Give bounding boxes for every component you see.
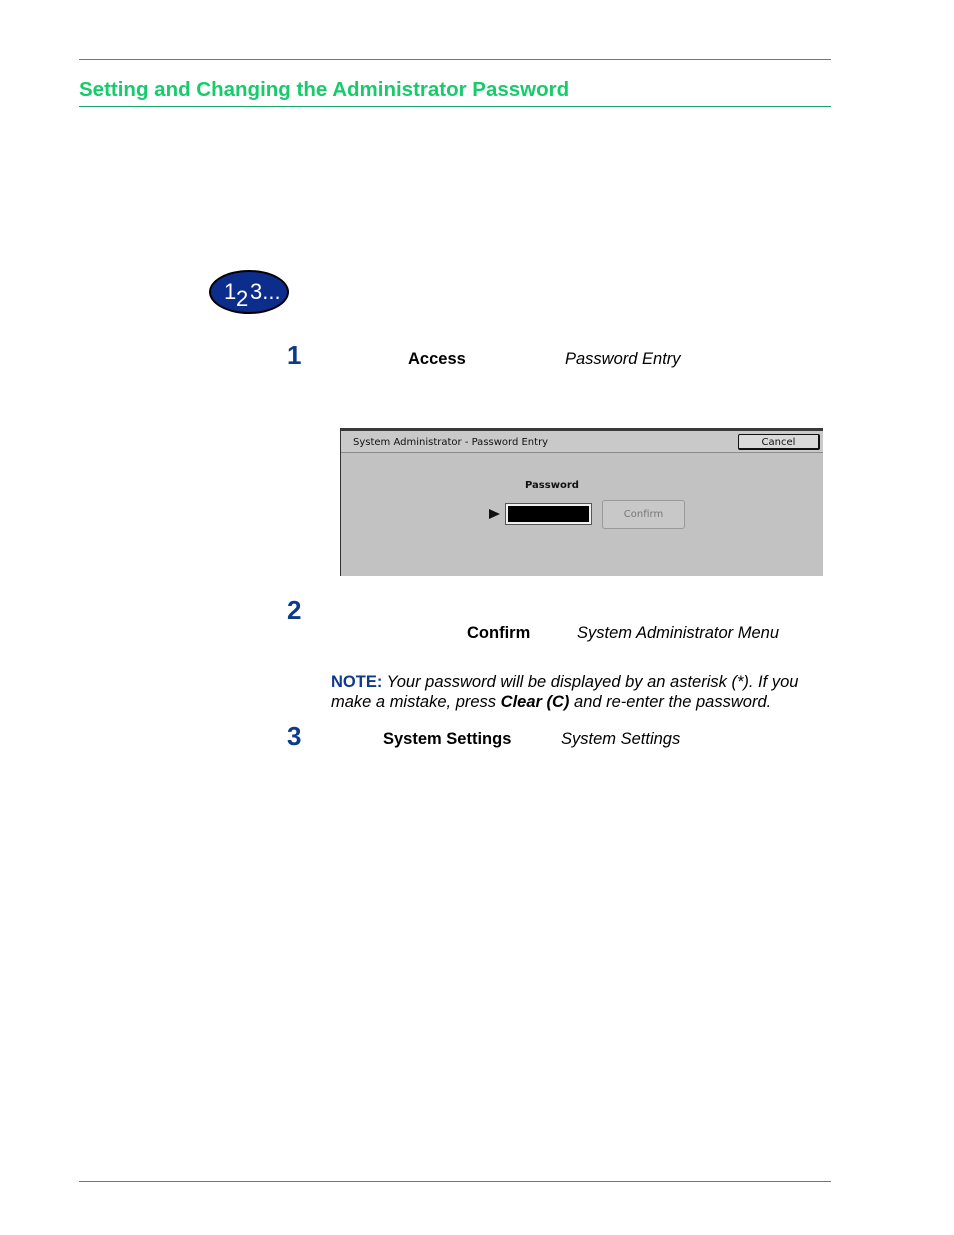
- panel-title: System Administrator - Password Entry: [353, 437, 549, 448]
- top-rule: [79, 59, 831, 60]
- password-label: Password: [525, 480, 579, 491]
- note-key: Clear (C): [500, 693, 570, 711]
- step-3-bold-term: System Settings: [383, 730, 512, 748]
- procedure-steps-icon: [209, 270, 289, 314]
- panel-header: [341, 431, 823, 453]
- section-title: Setting and Changing the Administrator Password: [79, 78, 570, 101]
- badge-digit-2: 2: [236, 286, 249, 311]
- pointer-arrow-icon: [489, 509, 500, 519]
- password-input[interactable]: [506, 504, 591, 524]
- note-text-before: Your password will be displayed by an asterisk (*). If you make a mistake, press: [331, 673, 799, 711]
- step-2-italic-term: System Administrator Menu: [577, 624, 780, 642]
- badge-digit-3: 3...: [250, 279, 281, 304]
- step-number-2: 2: [287, 595, 302, 625]
- bottom-rule: [79, 1181, 831, 1182]
- step-1-bold-term: Access: [408, 350, 466, 368]
- title-underline: [79, 106, 831, 107]
- confirm-button[interactable]: Confirm: [602, 500, 685, 529]
- badge-digit-1: 1: [224, 279, 237, 304]
- step-number-3: 3: [287, 721, 302, 751]
- password-entry-screen: [340, 428, 823, 576]
- step-3-italic-term: System Settings: [561, 730, 681, 748]
- note-label: NOTE:: [331, 673, 383, 691]
- note-text-after: and re-enter the password.: [574, 693, 772, 711]
- step-2-bold-term: Confirm: [467, 624, 531, 642]
- note-paragraph: [331, 672, 831, 712]
- step-1-italic-term: Password Entry: [565, 350, 681, 368]
- cancel-button[interactable]: Cancel: [738, 434, 820, 450]
- step-number-1: 1: [287, 340, 302, 370]
